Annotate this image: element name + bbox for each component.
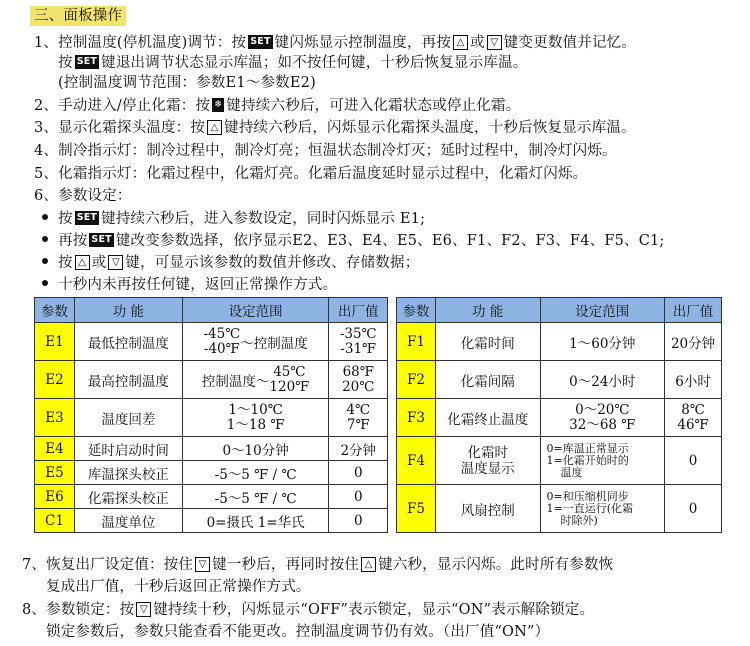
- param-default: 0: [665, 485, 722, 533]
- up-key-icon: △: [453, 35, 468, 50]
- text: 按: [58, 211, 73, 227]
- param-default: [665, 399, 722, 437]
- default-part: -31℉: [340, 340, 377, 357]
- param-function: 最高控制温度: [75, 361, 183, 399]
- default-part: -35℃: [339, 325, 377, 342]
- text: 键一秒后，再同时按住: [212, 557, 360, 573]
- param-default: 2分钟: [329, 437, 388, 461]
- param-default: 0: [329, 485, 388, 509]
- range-part: 32～68 ℉: [569, 416, 636, 433]
- param-default: 0: [665, 437, 722, 485]
- range-part: -40℉: [203, 340, 240, 357]
- param-range: 0=摄氏 1=华氏: [182, 509, 329, 533]
- text: 键持续六秒后，可进入化霜状态或停止化霜。: [226, 98, 521, 114]
- default-part: 68℉: [342, 363, 374, 380]
- param-table-left: [34, 297, 388, 533]
- param-default: 20分钟: [665, 323, 722, 361]
- table-row: [397, 323, 722, 361]
- para-3: [34, 118, 636, 138]
- default-part: 8℃: [681, 401, 705, 418]
- param-code: E4: [35, 437, 75, 461]
- para-6: 6、参数设定：: [34, 188, 132, 204]
- param-range: 0～10分钟: [182, 437, 329, 461]
- range-part: 1～18 ℉: [226, 416, 285, 433]
- default-part: 7℉: [346, 416, 370, 433]
- up-key-icon: △: [207, 120, 222, 135]
- function-part: 化霜时: [467, 444, 508, 461]
- table-row: [35, 461, 388, 485]
- param-function: 化霜探头校正: [75, 485, 183, 509]
- text: 键，可显示该参数的数值并修改、存储数据；: [125, 255, 420, 271]
- param-default: [329, 399, 388, 437]
- text: 键闪烁显示控制温度，再按: [274, 35, 452, 51]
- param-code: F3: [397, 399, 436, 437]
- param-code: F2: [397, 361, 436, 399]
- set-key-icon: SET: [76, 56, 98, 67]
- text: 键退出调节状态显示库温；如不按任何键，十秒后恢复显示库温。: [101, 55, 528, 71]
- param-range: [540, 437, 665, 485]
- function-part: 温度显示: [460, 460, 515, 477]
- down-key-icon: ▽: [195, 557, 210, 572]
- table-row: [397, 485, 722, 533]
- para-1-line-3: (控制温度调节范围：参数E1～参数E2): [58, 75, 316, 91]
- col-header: 设定范围: [540, 298, 665, 323]
- param-code: F4: [397, 437, 436, 485]
- text: 键持续六秒后，进入参数设定，同时闪烁显示 E1;: [101, 211, 426, 227]
- param-function: 化霜间隔: [435, 361, 540, 399]
- param-function: 最低控制温度: [75, 323, 183, 361]
- param-function: 化霜时间: [435, 323, 540, 361]
- param-code: C1: [35, 509, 75, 533]
- para-2: [34, 96, 520, 116]
- text: 8、参数锁定：按: [22, 602, 135, 618]
- param-code: E6: [35, 485, 75, 509]
- param-code: F1: [397, 323, 436, 361]
- text: 或: [91, 255, 107, 271]
- range-part: 时除外): [560, 513, 598, 527]
- param-range: [540, 399, 665, 437]
- range-part: ～控制温度: [240, 335, 308, 352]
- range-part: 1=一直运行(化霜: [546, 501, 634, 515]
- col-header: 出厂值: [665, 298, 722, 323]
- param-range: [182, 399, 329, 437]
- table-row: [397, 399, 722, 437]
- col-header: 参数: [397, 298, 436, 323]
- param-range: -5～5 ℉ / ℃: [182, 485, 329, 509]
- param-range: [182, 323, 329, 361]
- param-range: [540, 485, 665, 533]
- range-part: 温度: [560, 465, 583, 479]
- section-heading: 三、面板操作: [30, 6, 126, 26]
- col-header: 出厂值: [329, 298, 388, 323]
- text: 键变更数值并记忆。: [503, 35, 637, 51]
- para-1-line-2: [58, 53, 527, 73]
- default-part: 4℃: [346, 401, 371, 418]
- text: 按: [58, 55, 73, 71]
- table-row: [35, 323, 388, 361]
- down-key-icon: ▽: [487, 35, 502, 50]
- param-default: 0: [329, 509, 388, 533]
- text: 按: [58, 255, 73, 271]
- bullet-dot: [42, 214, 48, 220]
- param-default: 6小时: [665, 361, 722, 399]
- text: 1、控制温度(停机温度)调节：按: [34, 35, 247, 51]
- col-header: 设定范围: [182, 298, 329, 323]
- param-range: 0～24小时: [540, 361, 665, 399]
- text: 7、恢复出厂设定值：按住: [22, 557, 194, 573]
- param-range: -5～5 ℉ / ℃: [182, 461, 329, 485]
- col-header: 参数: [35, 298, 75, 323]
- bullet-3: [42, 253, 419, 273]
- para-5: 5、化霜指示灯：化霜过程中，化霜灯亮。化霜后温度延时显示过程中，化霜灯闪烁。: [34, 166, 588, 182]
- range-part: -45℃: [203, 325, 241, 342]
- range-part: 0=和压缩机同步: [546, 489, 629, 503]
- down-key-icon: ▽: [136, 602, 151, 617]
- param-function: 温度回差: [75, 399, 183, 437]
- range-part: 0～20℃: [575, 401, 630, 418]
- bullet-4: [42, 275, 337, 295]
- up-key-icon: △: [75, 255, 90, 270]
- param-function: 延时启动时间: [75, 437, 183, 461]
- table-row: [35, 437, 388, 461]
- table-row: [35, 509, 388, 533]
- param-code: E3: [35, 399, 75, 437]
- bullet-2: [42, 231, 665, 251]
- range-part: 120℉: [269, 378, 310, 395]
- bullet-dot: [42, 236, 48, 242]
- range-part: 1=化霜开始时的: [546, 453, 629, 467]
- param-default: 0: [329, 461, 388, 485]
- range-part: 45℃: [273, 363, 306, 380]
- param-function: 库温探头校正: [75, 461, 183, 485]
- param-table-right: [396, 297, 722, 533]
- param-function: 温度单位: [75, 509, 183, 533]
- table-row: [35, 361, 388, 399]
- range-part: 0=库温正常显示: [546, 441, 629, 455]
- set-key-icon: SET: [250, 36, 271, 47]
- text: 键持续六秒后，闪烁显示化霜探头温度，十秒后恢复显示库温。: [224, 120, 636, 136]
- default-part: 46℉: [677, 416, 709, 433]
- table-row: [397, 361, 722, 399]
- table-row: [35, 399, 388, 437]
- param-function: 风扇控制: [435, 485, 540, 533]
- set-key-icon: SET: [91, 234, 112, 245]
- param-function: 化霜终止温度: [435, 399, 540, 437]
- defrost-key-icon: ❄: [214, 99, 223, 110]
- text: 键持续十秒，闪烁显示“OFF”表示锁定，显示“ON”表示解除锁定。: [153, 602, 595, 618]
- up-key-icon: △: [361, 557, 376, 572]
- table-row: [35, 485, 388, 509]
- text: 3、显示化霜探头温度：按: [34, 120, 206, 136]
- param-default: [329, 361, 388, 399]
- text: 2、手动进入/停止化霜：按: [34, 98, 211, 114]
- bullet-dot: [42, 280, 48, 286]
- col-header: 功 能: [435, 298, 540, 323]
- para-1-line-1: [34, 33, 636, 53]
- param-range: [182, 361, 329, 399]
- range-part: 1～10℃: [228, 401, 283, 418]
- set-key-icon: SET: [76, 212, 98, 223]
- text: 键改变参数选择，依序显示E2、E3、E4、E5、E6、F1、F2、F3、F4、F5、C1;: [115, 233, 665, 249]
- param-function: [435, 437, 540, 485]
- bullet-dot: [42, 258, 48, 264]
- param-code: F5: [397, 485, 436, 533]
- param-code: E1: [35, 323, 75, 361]
- col-header: 功 能: [75, 298, 183, 323]
- text: 或: [470, 35, 485, 51]
- para-8-line-1: [22, 600, 594, 620]
- down-key-icon: ▽: [108, 255, 123, 270]
- param-range: 1～60分钟: [540, 323, 665, 361]
- text: 十秒内未再按任何键，返回正常操作方式。: [58, 277, 338, 293]
- text: 再按: [58, 233, 88, 249]
- param-default: [329, 323, 388, 361]
- para-8-line-2: 锁定参数后，参数只能查看不能更改。控制温度调节仍有效。（出厂值“ON”）: [46, 624, 550, 640]
- param-code: E5: [35, 461, 75, 485]
- bullet-1: [42, 209, 425, 229]
- para-7-line-1: [22, 555, 613, 575]
- text: 键六秒，显示闪烁。此时所有参数恢: [378, 557, 614, 573]
- para-4: 4、制冷指示灯：制冷过程中，制冷灯亮；恒温状态制冷灯灭；延时过程中，制冷灯闪烁。: [34, 143, 617, 159]
- default-part: 20℃: [342, 378, 375, 395]
- para-7-line-2: 复成出厂值，十秒后返回正常操作方式。: [46, 579, 311, 595]
- table-row: [397, 437, 722, 485]
- range-part: 控制温度～: [201, 373, 270, 390]
- param-code: E2: [35, 361, 75, 399]
